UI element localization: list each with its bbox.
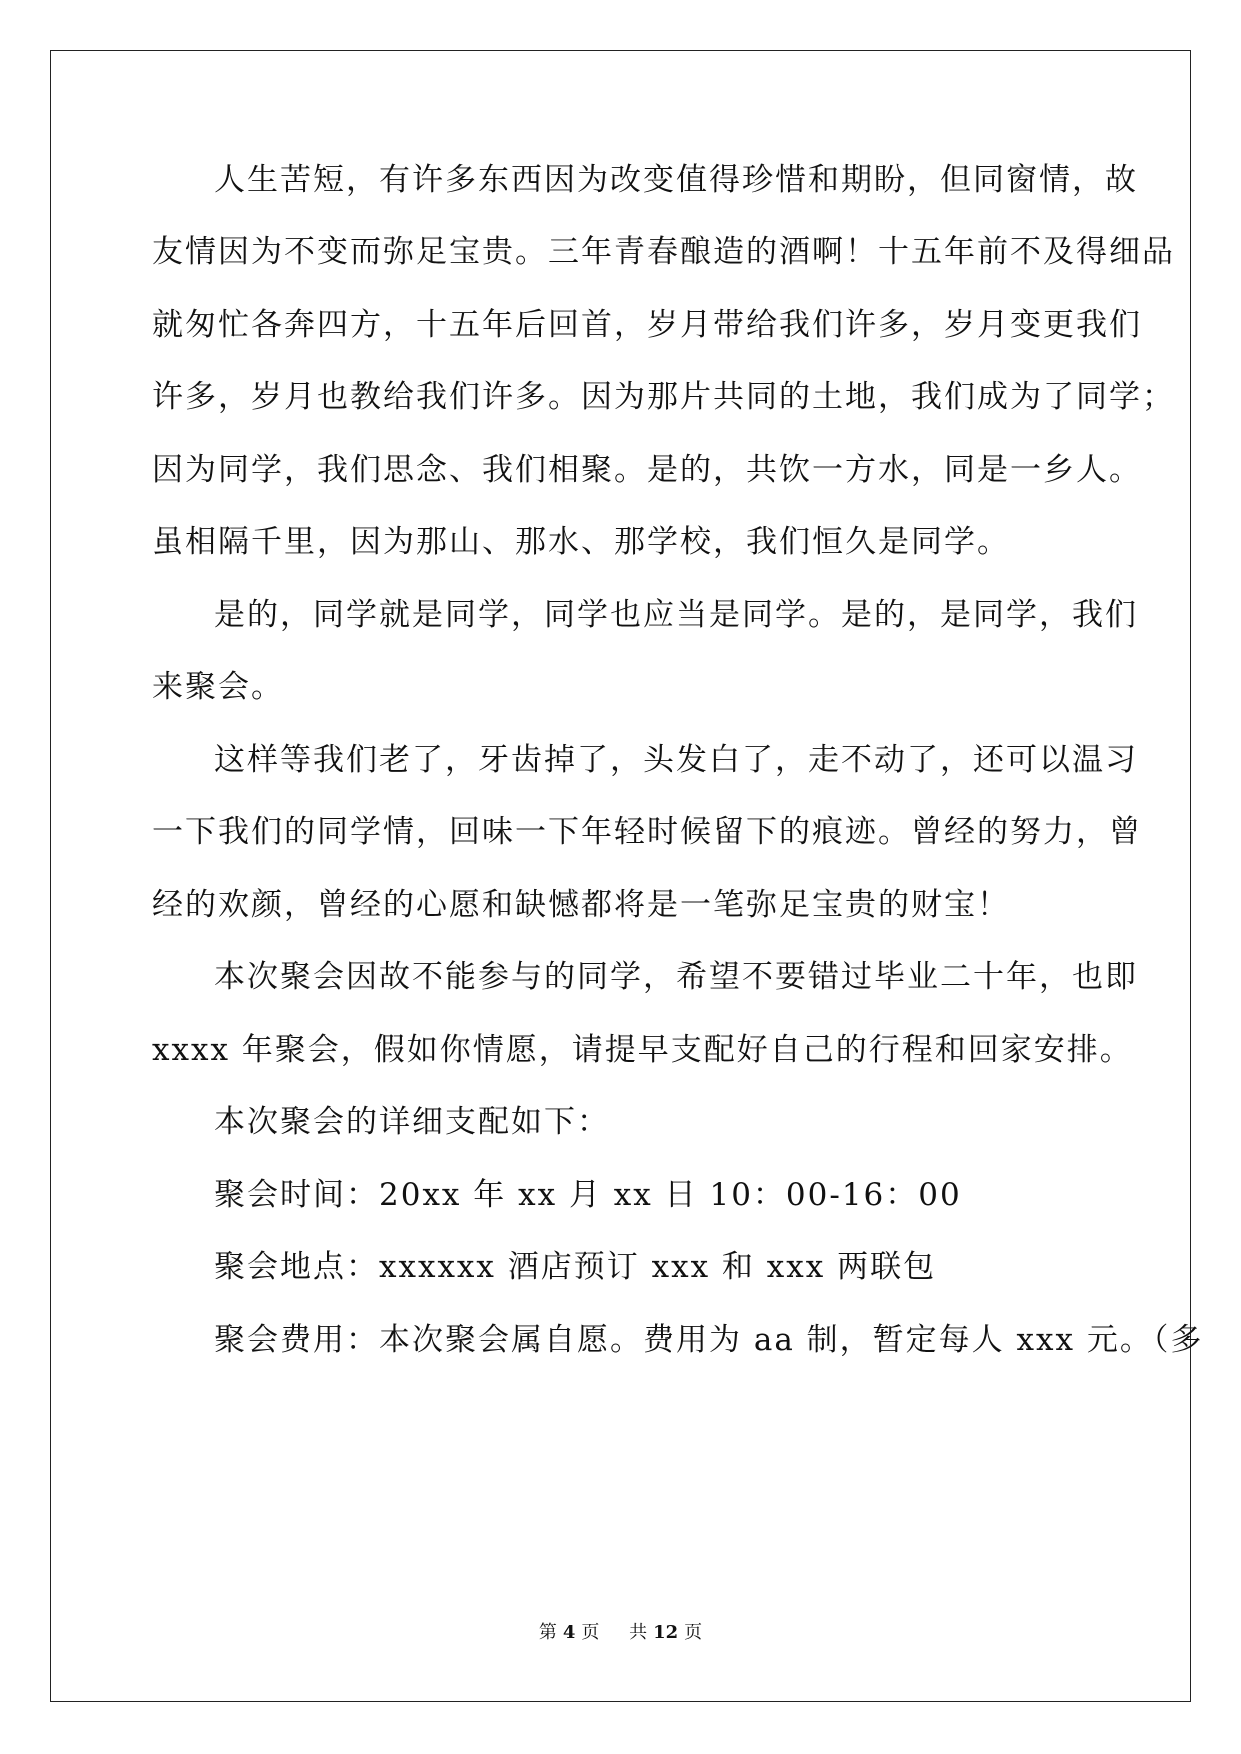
total-pages: 共 12 页 bbox=[629, 1622, 703, 1643]
paragraph-line: 人生苦短，有许多东西因为改变值得珍惜和期盼，但同窗情，故 bbox=[214, 162, 1138, 198]
paragraph-line: 许多，岁月也教给我们许多。因为那片共同的土地，我们成为了同学； bbox=[152, 379, 1175, 415]
paragraph-line: 虽相隔千里，因为那山、那水、那学校，我们恒久是同学。 bbox=[152, 524, 1010, 560]
paragraph-line: 本次聚会的详细支配如下： bbox=[214, 1104, 610, 1140]
paragraph-line: 这样等我们老了，牙齿掉了，头发白了，走不动了，还可以温习 bbox=[214, 742, 1138, 778]
paragraph-line: 是的，同学就是同学，同学也应当是同学。是的，是同学，我们 bbox=[214, 597, 1138, 633]
paragraph-line: 一下我们的同学情，回味一下年轻时候留下的痕迹。曾经的努力，曾 bbox=[152, 814, 1142, 850]
page-number: 第 4 页 bbox=[538, 1622, 600, 1643]
paragraph-line: 聚会地点：xxxxxx 酒店预订 xxx 和 xxx 两联包 bbox=[214, 1249, 937, 1285]
paragraph-line: 聚会费用：本次聚会属自愿。费用为 aa 制，暂定每人 xxx 元。（多 bbox=[214, 1322, 1204, 1358]
paragraph-line: 因为同学，我们思念、我们相聚。是的，共饮一方水，同是一乡人。 bbox=[152, 452, 1142, 488]
page-border bbox=[50, 50, 1191, 1702]
paragraph-line: xxxx 年聚会，假如你情愿，请提早支配好自己的行程和回家安排。 bbox=[152, 1032, 1133, 1068]
paragraph-line: 经的欢颜，曾经的心愿和缺憾都将是一笔弥足宝贵的财宝！ bbox=[152, 887, 1010, 923]
paragraph-line: 友情因为不变而弥足宝贵。三年青春酿造的酒啊！十五年前不及得细品 bbox=[152, 234, 1175, 270]
paragraph-line: 就匆忙各奔四方，十五年后回首，岁月带给我们许多，岁月变更我们 bbox=[152, 307, 1142, 343]
paragraph-line: 来聚会。 bbox=[152, 669, 284, 705]
paragraph-line: 本次聚会因故不能参与的同学，希望不要错过毕业二十年，也即 bbox=[214, 959, 1138, 995]
page-footer bbox=[0, 1618, 1241, 1644]
paragraph-line: 聚会时间：20xx 年 xx 月 xx 日 10：00-16：00 bbox=[214, 1177, 962, 1213]
